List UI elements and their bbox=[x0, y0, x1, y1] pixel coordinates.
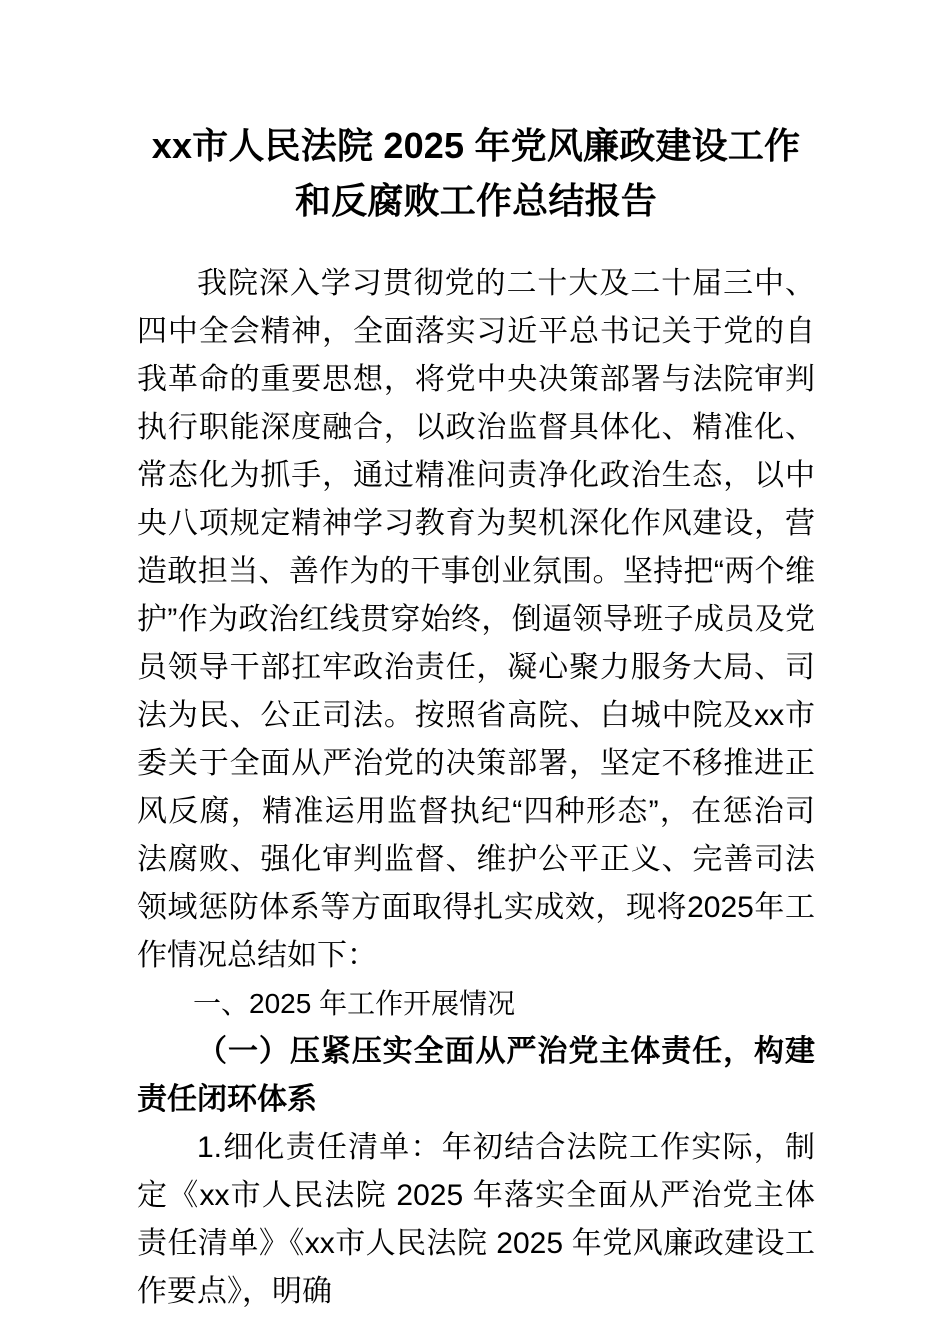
section-heading-level-1: 一、2025 年工作开展情况 bbox=[193, 988, 516, 1019]
body-paragraph-responsibility-list: 1.细化责任清单：年初结合法院工作实际，制定《xx市人民法院 2025 年落实全面从严治党主体责任清单》《xx市人民法院 2025 年党风廉政建设工作要点》，明确 bbox=[137, 1131, 815, 1308]
page-title-line-2: 和反腐败工作总结报告 bbox=[294, 180, 657, 221]
document-content-column bbox=[137, 0, 815, 1316]
section-heading-level-2: （一）压紧压实全面从严治党主体责任，构建责任闭环体系 bbox=[137, 1035, 815, 1116]
page-title bbox=[137, 0, 815, 228]
body-paragraph-overview: 我院深入学习贯彻党的二十大及二十届三中、四中全会精神，全面落实习近平总书记关于党的自我革命的重要思想，将党中央决策部署与法院审判执行职能深度融合，以政治监督具体化、精准化、常态化为抓手，通过精准问责净化政治生态，以中央八项规定精神学习教育为契机深化作风建设，营造敢担当、善作为的干事创业氛围。坚持把“两个维护”作为政治红线贯穿始终，倒逼领导班子成员及党员领导干部扛牢政治责任，凝心聚力服务大局、司法为民、公正司法。按照省高院、白城中院及xx市委关于全面从严治党的决策部署，坚定不移推进正风反腐，精准运用监督执纪“四种形态”，在惩治司法腐败、强化审判监督、维护公平正义、完善司法领域惩防体系等方面取得扎实成效，现将2025年工作情况总结如下： bbox=[137, 267, 815, 972]
page-title-line-1: xx市人民法院 2025 年党风廉政建设工作 bbox=[151, 125, 801, 166]
